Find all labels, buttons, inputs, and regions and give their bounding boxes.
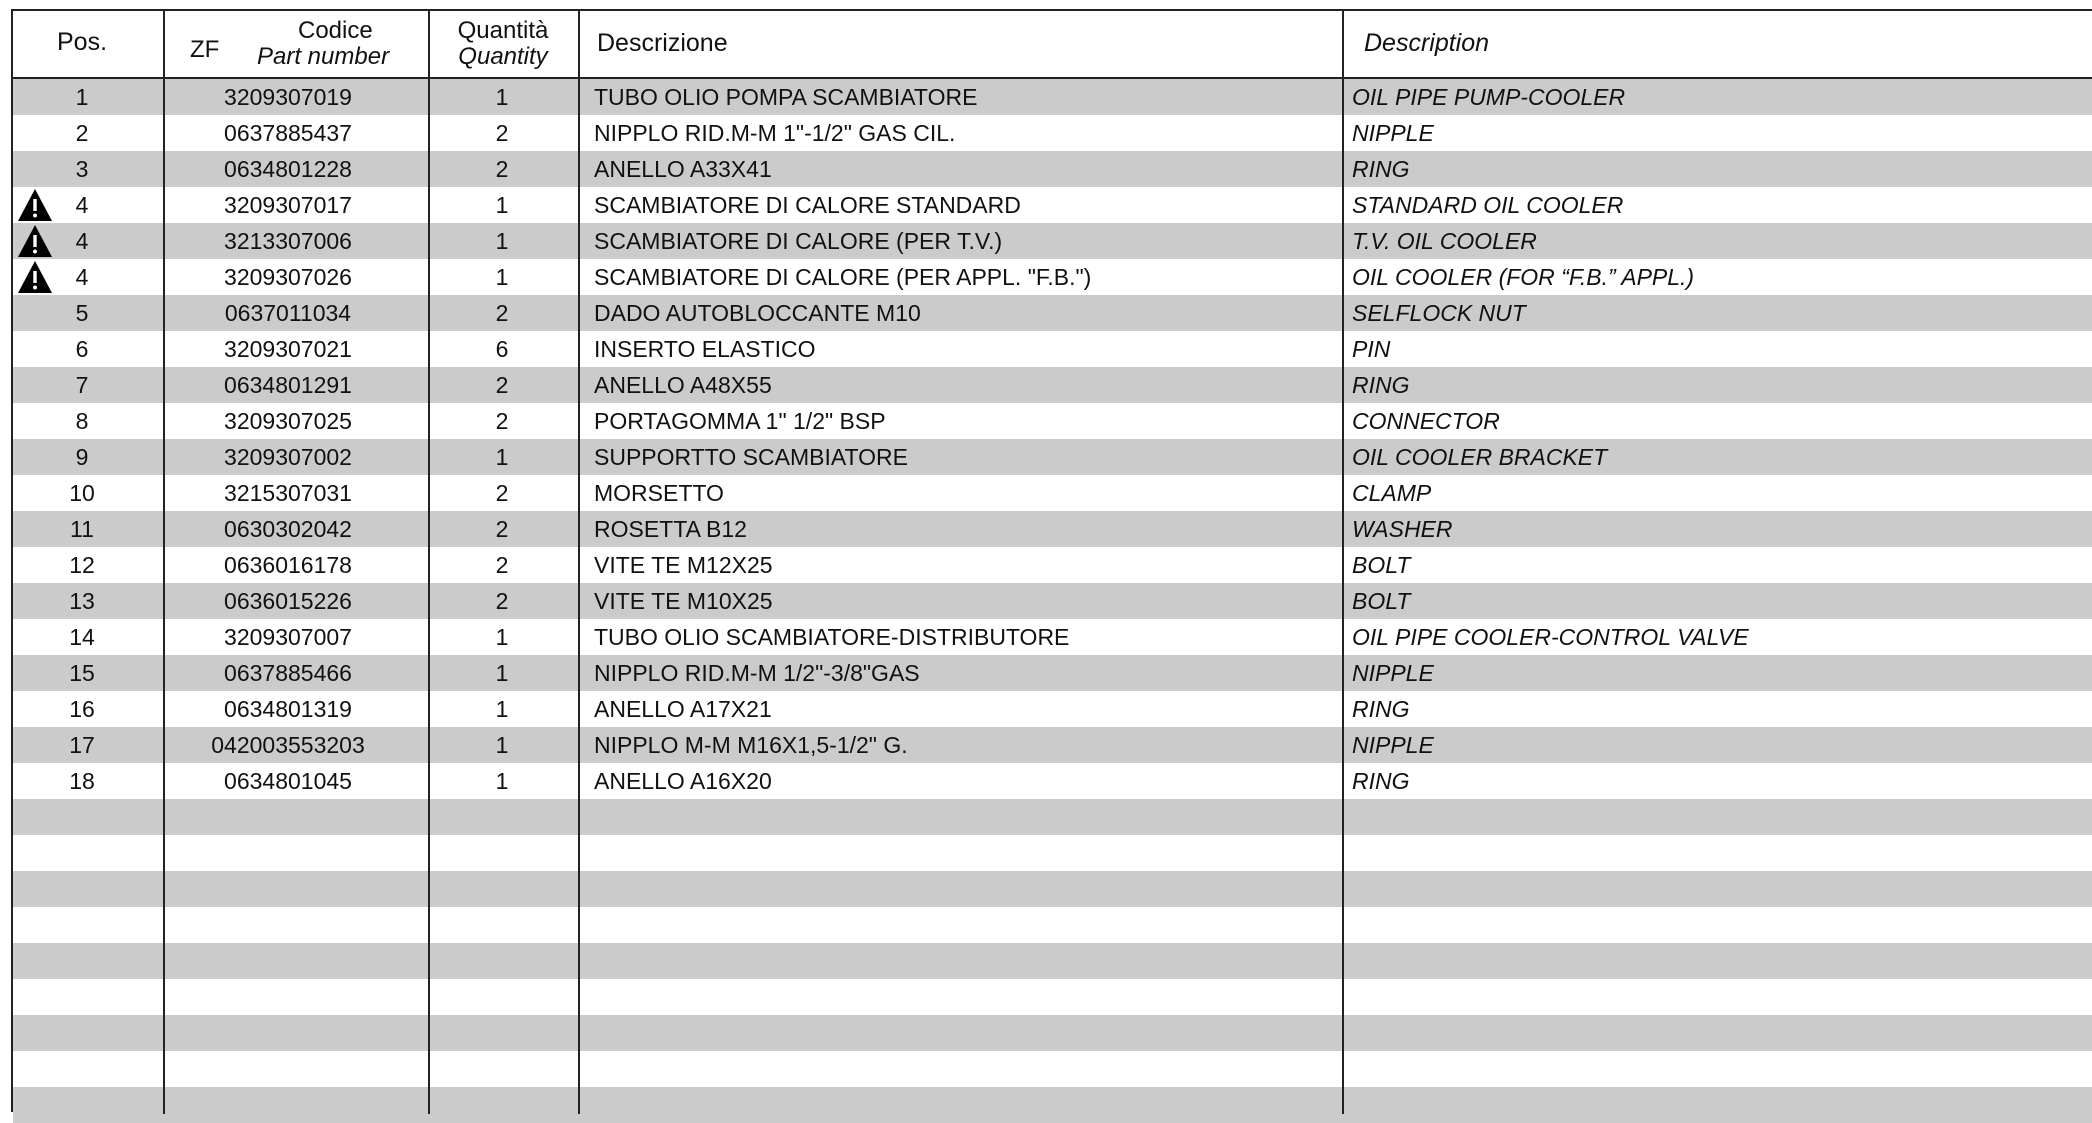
row-quantity <box>428 835 576 871</box>
header-quantity: Quantity <box>458 43 548 70</box>
table-row <box>13 763 2092 799</box>
row-part-number: 0637885437 <box>224 120 352 146</box>
row-description <box>1352 799 2092 835</box>
row-pos <box>13 835 151 871</box>
row-part-number <box>163 979 413 1015</box>
row-part-number: 3209307007 <box>224 624 352 650</box>
row-descrizione <box>594 1015 1354 1051</box>
row-part-number: 3209307021 <box>224 336 352 362</box>
row-part-number: 3213307006 <box>224 228 352 254</box>
row-descrizione: VITE TE M12X25 <box>594 552 773 578</box>
row-description <box>1352 1051 2092 1087</box>
row-pos: 15 <box>69 660 95 686</box>
parts-list-table <box>11 9 2092 1112</box>
column-divider <box>163 11 165 1114</box>
row-pos <box>13 979 151 1015</box>
row-part-number: 0630302042 <box>224 516 352 542</box>
table-row <box>13 583 2092 619</box>
row-pos: 17 <box>69 732 95 758</box>
header-zf: ZF <box>190 36 220 63</box>
row-quantity: 1 <box>495 660 509 686</box>
row-description <box>1352 1087 2092 1123</box>
row-descrizione <box>594 799 1354 835</box>
table-row <box>13 691 2092 727</box>
row-part-number: 0634801319 <box>224 696 352 722</box>
row-quantity: 2 <box>495 372 509 398</box>
row-descrizione <box>594 1087 1354 1123</box>
warning-triangle-icon <box>17 188 53 222</box>
row-pos: 8 <box>75 408 89 434</box>
row-description: NIPPLE <box>1352 732 1434 758</box>
column-divider <box>428 11 430 1114</box>
row-description: RING <box>1352 156 1410 182</box>
row-quantity <box>428 979 576 1015</box>
row-pos: 4 <box>75 228 89 254</box>
row-descrizione: PORTAGOMMA 1" 1/2" BSP <box>594 408 886 434</box>
row-quantity: 2 <box>495 480 509 506</box>
table-row <box>13 1015 2092 1051</box>
row-part-number: 0636015226 <box>224 588 352 614</box>
row-descrizione <box>594 1051 1354 1087</box>
row-quantity <box>428 1051 576 1087</box>
row-part-number: 3209307025 <box>224 408 352 434</box>
table-row <box>13 151 2092 187</box>
row-quantity <box>428 1015 576 1051</box>
header-part-number: Part number <box>257 43 390 70</box>
row-description <box>1352 907 2092 943</box>
row-descrizione: TUBO OLIO POMPA SCAMBIATORE <box>594 84 978 110</box>
row-part-number: 0637885466 <box>224 660 352 686</box>
table-row <box>13 403 2092 439</box>
row-quantity: 2 <box>495 552 509 578</box>
row-quantity: 1 <box>495 264 509 290</box>
table-row <box>13 79 2092 115</box>
row-description: BOLT <box>1352 588 1411 614</box>
row-part-number: 3209307017 <box>224 192 352 218</box>
table-row <box>13 367 2092 403</box>
row-part-number: 0637011034 <box>224 300 352 326</box>
row-quantity: 2 <box>495 408 509 434</box>
row-descrizione <box>594 871 1354 907</box>
row-part-number <box>163 1087 413 1123</box>
row-pos <box>13 1087 151 1123</box>
row-pos: 9 <box>75 444 89 470</box>
row-description: RING <box>1352 768 1410 794</box>
table-row <box>13 943 2092 979</box>
row-description <box>1352 979 2092 1015</box>
row-descrizione: NIPPLO M-M M16X1,5-1/2" G. <box>594 732 908 758</box>
row-quantity: 2 <box>495 516 509 542</box>
row-quantity: 1 <box>495 624 509 650</box>
row-quantity: 1 <box>495 444 509 470</box>
row-description: SELFLOCK NUT <box>1352 300 1526 326</box>
row-descrizione: TUBO OLIO SCAMBIATORE-DISTRIBUTORE <box>594 624 1070 650</box>
row-description: T.V. OIL COOLER <box>1352 228 1537 254</box>
table-row <box>13 835 2092 871</box>
row-quantity: 1 <box>495 228 509 254</box>
table-row <box>13 331 2092 367</box>
header-quantita: Quantità <box>457 17 549 44</box>
row-quantity: 1 <box>495 732 509 758</box>
row-quantity <box>428 871 576 907</box>
row-pos: 18 <box>69 768 95 794</box>
row-descrizione: MORSETTO <box>594 480 724 506</box>
row-descrizione: NIPPLO RID.M-M 1/2"-3/8"GAS <box>594 660 920 686</box>
table-row <box>13 547 2092 583</box>
row-quantity: 1 <box>495 696 509 722</box>
row-quantity <box>428 799 576 835</box>
row-part-number <box>163 871 413 907</box>
row-part-number: 3215307031 <box>224 480 352 506</box>
row-description: CONNECTOR <box>1352 408 1500 434</box>
table-row <box>13 655 2092 691</box>
row-descrizione: ANELLO A17X21 <box>594 696 772 722</box>
row-description: RING <box>1352 372 1410 398</box>
table-header <box>13 11 2092 79</box>
row-description: WASHER <box>1352 516 1453 542</box>
table-row <box>13 1087 2092 1123</box>
row-pos: 2 <box>75 120 89 146</box>
table-row <box>13 187 2092 223</box>
row-description: OIL PIPE COOLER-CONTROL VALVE <box>1352 624 1749 650</box>
row-descrizione: SCAMBIATORE DI CALORE (PER T.V.) <box>594 228 1003 254</box>
row-descrizione <box>594 979 1354 1015</box>
row-pos: 4 <box>75 264 89 290</box>
row-quantity: 2 <box>495 156 509 182</box>
row-quantity: 1 <box>495 768 509 794</box>
row-part-number: 042003553203 <box>211 732 365 758</box>
row-quantity <box>428 943 576 979</box>
row-pos <box>13 907 151 943</box>
row-descrizione <box>594 943 1354 979</box>
row-description: STANDARD OIL COOLER <box>1352 192 1624 218</box>
row-pos: 6 <box>75 336 89 362</box>
column-divider <box>1342 11 1344 1114</box>
row-pos <box>13 1015 151 1051</box>
row-quantity: 2 <box>495 300 509 326</box>
table-row <box>13 871 2092 907</box>
row-part-number <box>163 943 413 979</box>
row-descrizione: ANELLO A48X55 <box>594 372 772 398</box>
row-quantity: 1 <box>495 84 509 110</box>
row-pos: 10 <box>69 480 95 506</box>
header-pos: Pos. <box>56 28 108 56</box>
row-pos: 3 <box>75 156 89 182</box>
row-quantity <box>428 1087 576 1123</box>
table-row <box>13 511 2092 547</box>
row-description <box>1352 871 2092 907</box>
table-row <box>13 223 2092 259</box>
row-part-number <box>163 1015 413 1051</box>
row-description <box>1352 943 2092 979</box>
row-quantity: 2 <box>495 120 509 146</box>
row-pos <box>13 943 151 979</box>
row-descrizione: DADO AUTOBLOCCANTE M10 <box>594 300 921 326</box>
warning-triangle-icon <box>17 224 53 258</box>
table-row <box>13 799 2092 835</box>
row-quantity <box>428 907 576 943</box>
row-descrizione: NIPPLO RID.M-M 1"-1/2" GAS CIL. <box>594 120 956 146</box>
row-part-number: 3209307019 <box>224 84 352 110</box>
row-description <box>1352 835 2092 871</box>
row-descrizione: ROSETTA B12 <box>594 516 747 542</box>
row-description: OIL PIPE PUMP-COOLER <box>1352 84 1626 110</box>
row-quantity: 2 <box>495 588 509 614</box>
row-descrizione: SUPPORTTO SCAMBIATORE <box>594 444 908 470</box>
row-part-number <box>163 799 413 835</box>
row-pos: 14 <box>69 624 95 650</box>
row-description: OIL COOLER (FOR “F.B.” APPL.) <box>1352 264 1695 290</box>
table-row <box>13 1051 2092 1087</box>
row-description: CLAMP <box>1352 480 1432 506</box>
row-part-number: 3209307002 <box>224 444 352 470</box>
row-pos <box>13 799 151 835</box>
table-row <box>13 907 2092 943</box>
row-part-number <box>163 1051 413 1087</box>
row-pos: 7 <box>75 372 89 398</box>
table-row <box>13 295 2092 331</box>
row-pos: 13 <box>69 588 95 614</box>
row-descrizione: SCAMBIATORE DI CALORE (PER APPL. "F.B.") <box>594 264 1092 290</box>
row-descrizione: ANELLO A33X41 <box>594 156 772 182</box>
column-divider <box>578 11 580 1114</box>
table-row <box>13 979 2092 1015</box>
row-part-number: 0634801291 <box>224 372 352 398</box>
row-part-number: 0636016178 <box>224 552 352 578</box>
row-description: RING <box>1352 696 1410 722</box>
row-description: NIPPLE <box>1352 660 1434 686</box>
row-pos: 11 <box>70 516 94 542</box>
row-descrizione <box>594 907 1354 943</box>
table-row <box>13 439 2092 475</box>
row-pos: 4 <box>75 192 89 218</box>
row-description: BOLT <box>1352 552 1411 578</box>
table-row <box>13 259 2092 295</box>
header-descrizione: Descrizione <box>597 29 728 57</box>
row-pos: 1 <box>75 84 89 110</box>
header-codice: Codice <box>298 17 373 44</box>
warning-triangle-icon <box>17 260 53 294</box>
table-row <box>13 727 2092 763</box>
row-description <box>1352 1015 2092 1051</box>
row-pos: 5 <box>75 300 89 326</box>
row-descrizione <box>594 835 1354 871</box>
row-pos <box>13 1051 151 1087</box>
row-pos: 16 <box>69 696 95 722</box>
row-pos <box>13 871 151 907</box>
row-part-number: 0634801045 <box>224 768 352 794</box>
row-part-number <box>163 907 413 943</box>
row-descrizione: VITE TE M10X25 <box>594 588 773 614</box>
row-description: OIL COOLER BRACKET <box>1352 444 1608 470</box>
header-description: Description <box>1364 29 1490 57</box>
table-row <box>13 619 2092 655</box>
row-descrizione: INSERTO ELASTICO <box>594 336 816 362</box>
row-descrizione: SCAMBIATORE DI CALORE STANDARD <box>594 192 1021 218</box>
row-part-number <box>163 835 413 871</box>
table-row <box>13 115 2092 151</box>
row-part-number: 0634801228 <box>224 156 352 182</box>
row-description: PIN <box>1352 336 1391 362</box>
row-descrizione: ANELLO A16X20 <box>594 768 772 794</box>
row-part-number: 3209307026 <box>224 264 352 290</box>
table-row <box>13 475 2092 511</box>
row-pos: 12 <box>69 552 95 578</box>
row-quantity: 6 <box>495 336 509 362</box>
row-description: NIPPLE <box>1352 120 1434 146</box>
row-quantity: 1 <box>495 192 509 218</box>
